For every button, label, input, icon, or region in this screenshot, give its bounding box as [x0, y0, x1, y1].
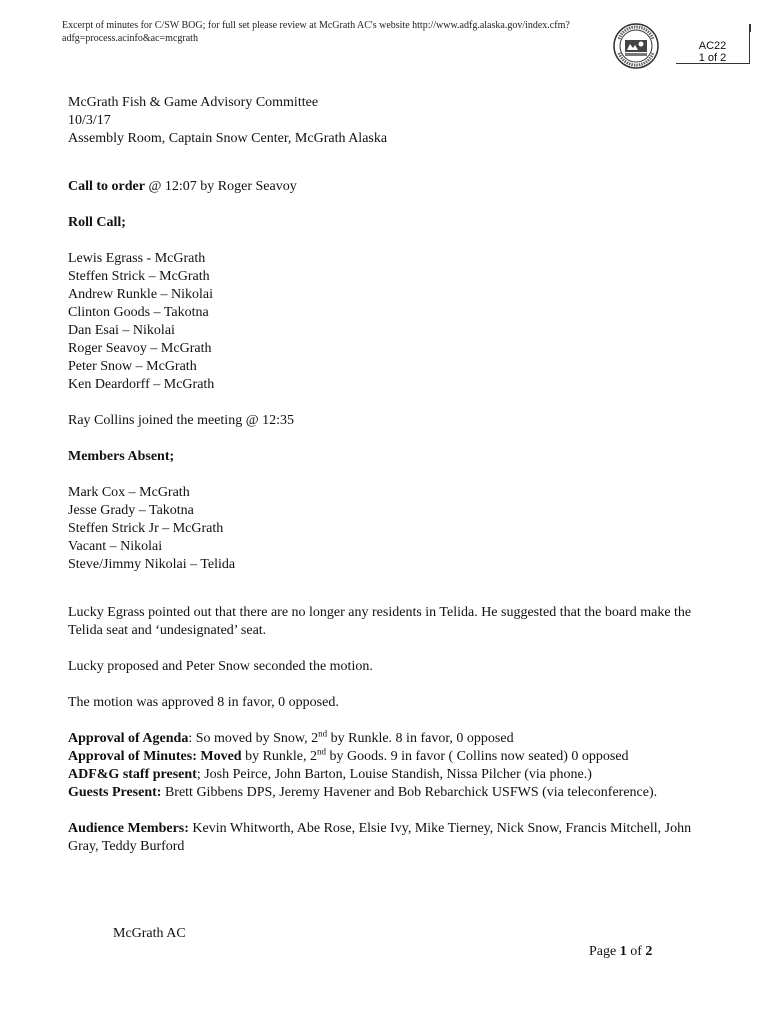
meeting-location: Assembly Room, Captain Snow Center, McGrath Alaska [68, 131, 388, 146]
list-item: Steffen Strick – McGrath [68, 269, 210, 284]
telida-paragraph: Lucky Egrass pointed out that there are no longer any residents in Telida. He suggested that the board make the Telida seat and ‘undesignated’ seat. [68, 605, 692, 638]
ac-tag [676, 32, 750, 64]
list-item: Andrew Runkle – Nikolai [68, 287, 214, 302]
minutes-body [68, 94, 708, 856]
list-item: Peter Snow – McGrath [68, 359, 197, 374]
joined-note: Ray Collins joined the meeting @ 12:35 [68, 413, 294, 428]
list-item: Lewis Egrass - McGrath [68, 251, 206, 266]
absent-list [68, 484, 708, 574]
guests-present: Guests Present: Brett Gibbens DPS, Jeremy Havener and Bob Rebarchick USFWS (via teleconference). [68, 785, 658, 800]
list-item: Clinton Goods – Takotna [68, 305, 209, 320]
roll-call-list [68, 250, 708, 394]
list-item: Steve/Jimmy Nikolai – Telida [68, 557, 236, 572]
audience-members: Audience Members: Kevin Whitworth, Abe Rose, Elsie Ivy, Mike Tierney, Nick Snow, Francis Mitchell, John Gray, Teddy Burford [68, 821, 692, 854]
roll-call-heading: Roll Call; [68, 215, 126, 230]
call-to-order-text: @ 12:07 by Roger Seavoy [144, 179, 297, 194]
absent-heading: Members Absent; [68, 449, 175, 464]
committee-name: McGrath Fish & Game Advisory Committee [68, 95, 319, 110]
list-item: Roger Seavoy – McGrath [68, 341, 212, 356]
staff-present: ADF&G staff present; Josh Peirce, John Barton, Louise Standish, Nissa Pilcher (via phone.) [68, 767, 592, 782]
excerpt-note: Excerpt of minutes for C/SW BOG; for full set please review at McGrath AC's website http://www.adfg.alaska.gov/index.cfm?adfg=process.acinfo&ac=mcgrath [62, 20, 570, 44]
state-seal-logo [613, 23, 659, 69]
list-item: Steffen Strick Jr – McGrath [68, 521, 224, 536]
approved-note: The motion was approved 8 in favor, 0 opposed. [68, 695, 339, 710]
meeting-date: 10/3/17 [68, 113, 111, 128]
page-number: Page 1 of 2 [589, 944, 653, 959]
list-item: Jesse Grady – Takotna [68, 503, 194, 518]
list-item: Ken Deardorff – McGrath [68, 377, 215, 392]
list-item: Dan Esai – Nikolai [68, 323, 175, 338]
call-to-order [68, 178, 708, 196]
call-to-order-label: Call to order [68, 179, 145, 194]
footer-committee: McGrath AC [113, 926, 186, 941]
list-item: Mark Cox – McGrath [68, 485, 190, 500]
ac-tag-code: AC22 [698, 40, 727, 52]
ac-tag-page: 1 of 2 [698, 52, 727, 64]
list-item: Vacant – Nikolai [68, 539, 163, 554]
approval-minutes: Approval of Minutes: Moved by Runkle, 2nd by Goods. 9 in favor ( Collins now seated) 0 opposed [68, 746, 629, 764]
motion-note: Lucky proposed and Peter Snow seconded the motion. [68, 659, 373, 674]
approval-agenda: Approval of Agenda: So moved by Snow, 2nd by Runkle. 8 in favor, 0 opposed [68, 728, 514, 746]
